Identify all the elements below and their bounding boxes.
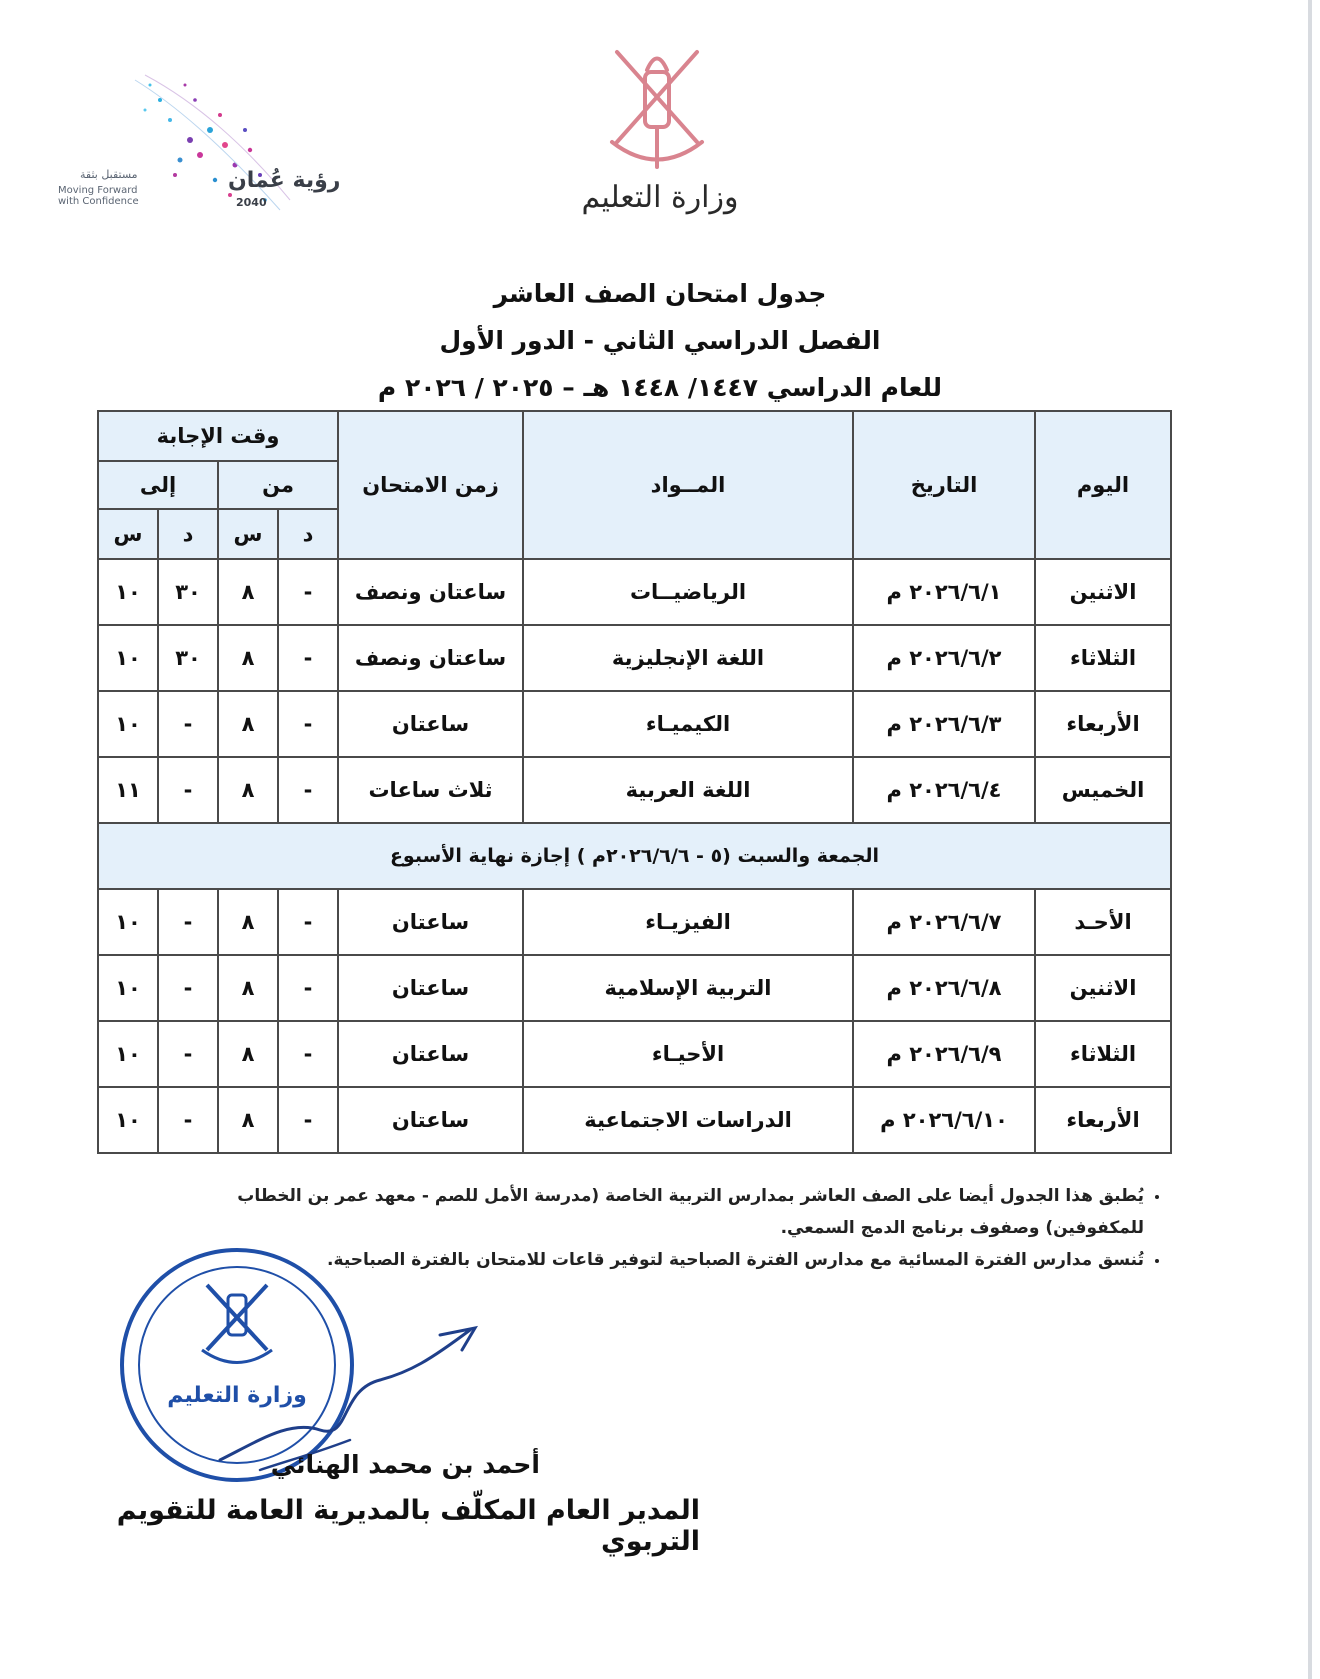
cell-duration: ساعتان: [338, 691, 523, 757]
cell-subject: الرياضيــات: [523, 559, 853, 625]
cell-day: الأربعاء: [1035, 691, 1171, 757]
cell-date: ٢٠٢٦/٦/٣ م: [853, 691, 1035, 757]
cell-date: ٢٠٢٦/٦/٧ م: [853, 889, 1035, 955]
exam-schedule-table: [97, 410, 1172, 1154]
header-from-minutes: د: [278, 509, 338, 559]
header-subject: المــواد: [523, 411, 853, 559]
cell-subject: الفيزيـاء: [523, 889, 853, 955]
cell-from-hours: ٨: [218, 757, 278, 823]
cell-duration: ثلاث ساعات: [338, 757, 523, 823]
header-duration: زمن الامتحان: [338, 411, 523, 559]
cell-duration: ساعتان: [338, 889, 523, 955]
cell-subject: التربية الإسلامية: [523, 955, 853, 1021]
cell-day: الاثنين: [1035, 955, 1171, 1021]
cell-duration: ساعتان: [338, 1021, 523, 1087]
header-to-hours: س: [98, 509, 158, 559]
table-row: [98, 955, 1171, 1021]
cell-from-hours: ٨: [218, 1021, 278, 1087]
cell-to-minutes: -: [158, 889, 218, 955]
cell-date: ٢٠٢٦/٦/٨ م: [853, 955, 1035, 1021]
header-from: من: [218, 461, 338, 509]
cell-day: الاثنين: [1035, 559, 1171, 625]
cell-date: ٢٠٢٦/٦/٩ م: [853, 1021, 1035, 1087]
vision-arabic-text: رؤية عُمان: [228, 168, 341, 193]
signer-name: أحمد بن محمد الهنائي: [270, 1450, 540, 1479]
cell-to-hours: ١١: [98, 757, 158, 823]
title-line-2: الفصل الدراسي الثاني - الدور الأول: [439, 326, 881, 355]
cell-to-minutes: ٣٠: [158, 625, 218, 691]
cell-from-hours: ٨: [218, 625, 278, 691]
cell-from-hours: ٨: [218, 691, 278, 757]
cell-subject: الكيميـاء: [523, 691, 853, 757]
table-row: [98, 1087, 1171, 1153]
table-row: [98, 889, 1171, 955]
cell-date: ٢٠٢٦/٦/١ م: [853, 559, 1035, 625]
cell-from-hours: ٨: [218, 559, 278, 625]
cell-subject: الأحيـاء: [523, 1021, 853, 1087]
cell-day: الخميس: [1035, 757, 1171, 823]
document-titles: [300, 270, 1020, 411]
cell-from-minutes: -: [278, 955, 338, 1021]
cell-to-hours: ١٠: [98, 691, 158, 757]
cell-from-minutes: -: [278, 889, 338, 955]
header-day: اليوم: [1035, 411, 1171, 559]
cell-from-hours: ٨: [218, 955, 278, 1021]
weekend-row: [98, 823, 1171, 889]
cell-subject: اللغة الإنجليزية: [523, 625, 853, 691]
table-row: [98, 691, 1171, 757]
cell-day: الأربعاء: [1035, 1087, 1171, 1153]
cell-from-hours: ٨: [218, 1087, 278, 1153]
cell-to-hours: ١٠: [98, 1087, 158, 1153]
header-to: إلى: [98, 461, 218, 509]
cell-to-hours: ١٠: [98, 1021, 158, 1087]
cell-from-minutes: -: [278, 1087, 338, 1153]
cell-day: الأحـد: [1035, 889, 1171, 955]
title-line-3: للعام الدراسي ١٤٤٧/ ١٤٤٨ هـ – ٢٠٢٥ / ٢٠٢٦ م: [377, 373, 943, 402]
cell-to-minutes: -: [158, 1087, 218, 1153]
cell-duration: ساعتان: [338, 1087, 523, 1153]
header-date: التاريخ: [853, 411, 1035, 559]
cell-to-minutes: -: [158, 955, 218, 1021]
cell-from-minutes: -: [278, 757, 338, 823]
table-row: [98, 757, 1171, 823]
vision-2040-logo: [50, 60, 340, 235]
note-item: • تُنسق مدارس الفترة المسائية مع مدارس الفترة الصباحية لتوفير قاعات للامتحان بالفترة الصباحية.: [150, 1244, 1144, 1276]
vision-year: 2040: [236, 196, 267, 209]
cell-from-minutes: -: [278, 691, 338, 757]
cell-subject: الدراسات الاجتماعية: [523, 1087, 853, 1153]
cell-from-minutes: -: [278, 625, 338, 691]
cell-duration: ساعتان ونصف: [338, 625, 523, 691]
cell-from-minutes: -: [278, 559, 338, 625]
note-item: • يُطبق هذا الجدول أيضا على الصف العاشر بمدارس التربية الخاصة (مدرسة الأمل للصم - معهد عمر بن الخطاب للمكفوفين) وصفوف برنامج الدمج السمعي.: [150, 1180, 1144, 1244]
cell-from-minutes: -: [278, 1021, 338, 1087]
cell-to-minutes: -: [158, 757, 218, 823]
ministry-name: وزارة التعليم: [581, 180, 739, 215]
page-edge: [1308, 0, 1312, 1679]
cell-day: الثلاثاء: [1035, 625, 1171, 691]
table-row: [98, 625, 1171, 691]
cell-to-minutes: -: [158, 691, 218, 757]
cell-duration: ساعتان ونصف: [338, 559, 523, 625]
cell-from-hours: ٨: [218, 889, 278, 955]
table-row: [98, 559, 1171, 625]
cell-date: ٢٠٢٦/٦/٤ م: [853, 757, 1035, 823]
cell-subject: اللغة العربية: [523, 757, 853, 823]
national-emblem-icon: [597, 42, 717, 177]
table-row: [98, 1021, 1171, 1087]
cell-to-hours: ١٠: [98, 559, 158, 625]
cell-date: ٢٠٢٦/٦/١٠ م: [853, 1087, 1035, 1153]
cell-to-minutes: ٣٠: [158, 559, 218, 625]
cell-date: ٢٠٢٦/٦/٢ م: [853, 625, 1035, 691]
weekend-note: الجمعة والسبت (٥ - ٢٠٢٦/٦/٦م ) إجازة نهاية الأسبوع: [98, 823, 1171, 889]
cell-duration: ساعتان: [338, 955, 523, 1021]
cell-to-hours: ١٠: [98, 955, 158, 1021]
title-line-1: جدول امتحان الصف العاشر: [493, 279, 827, 308]
vision-tagline-arabic: مستقبل بثقة: [80, 168, 138, 181]
signer-title: المدير العام المكلّف بالمديرية العامة للتقويم التربوي: [116, 1495, 700, 1557]
cell-to-minutes: -: [158, 1021, 218, 1087]
cell-to-hours: ١٠: [98, 625, 158, 691]
cell-day: الثلاثاء: [1035, 1021, 1171, 1087]
header-to-minutes: د: [158, 509, 218, 559]
stamp-text: وزارة التعليم: [167, 1383, 307, 1408]
header-from-hours: س: [218, 509, 278, 559]
vision-tagline-english: Moving Forward with Confidence: [58, 185, 139, 207]
header-answer-time: وقت الإجابة: [98, 411, 338, 461]
cell-to-hours: ١٠: [98, 889, 158, 955]
